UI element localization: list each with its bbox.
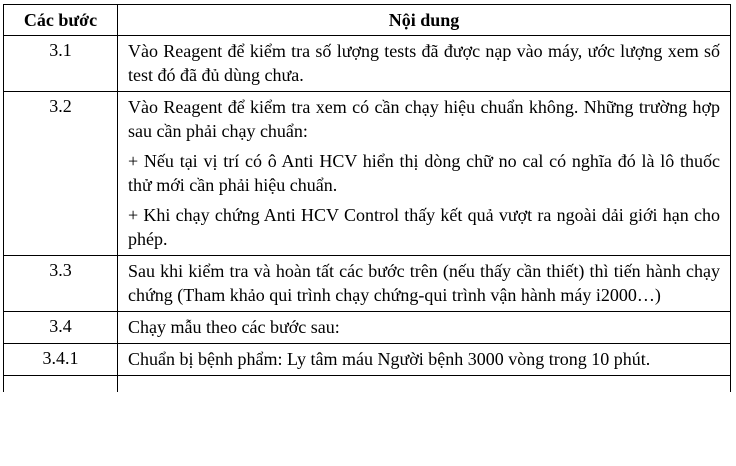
step-number: [4, 376, 118, 393]
step-number: 3.4.1: [4, 344, 118, 376]
header-steps: Các bước: [4, 5, 118, 36]
step-number: 3.3: [4, 256, 118, 312]
step-content: [118, 344, 731, 376]
table-row: [4, 256, 731, 312]
table-header-row: [4, 5, 731, 36]
table-row: [4, 344, 731, 376]
content-paragraph: Chạy mẫu theo các bước sau:: [128, 317, 340, 337]
content-paragraph: + Nếu tại vị trí có ô Anti HCV hiển thị dòng chữ no cal có nghĩa đó là lô thuốc thử mới cần phải hiệu chuẩn.: [128, 151, 720, 195]
table-row: [4, 36, 731, 92]
content-paragraph: + Khi chạy chứng Anti HCV Control thấy kết quả vượt ra ngoài dải giới hạn cho phép.: [128, 205, 720, 249]
content-paragraph: Sau khi kiểm tra và hoàn tất các bước trên (nếu thấy cần thiết) thì tiến hành chạy chứng (Tham khảo qui trình chạy chứng-qui trình vận hành máy i2000…): [128, 261, 720, 305]
step-content: [118, 376, 731, 393]
procedure-table: [3, 4, 731, 392]
content-paragraph: Chuẩn bị bệnh phẩm: Ly tâm máu Người bệnh 3000 vòng trong 10 phút.: [128, 349, 651, 369]
header-content: Nội dung: [118, 5, 731, 36]
step-number: 3.1: [4, 36, 118, 92]
step-content: [118, 256, 731, 312]
step-content: [118, 36, 731, 92]
step-content: [118, 92, 731, 256]
step-number: 3.2: [4, 92, 118, 256]
table-row-cut-off: [4, 376, 731, 393]
step-number: 3.4: [4, 312, 118, 344]
content-paragraph: Vào Reagent để kiểm tra xem có cần chạy hiệu chuẩn không. Những trường hợp sau cần phải chạy chuẩn:: [128, 97, 720, 141]
content-paragraph: Vào Reagent để kiểm tra số lượng tests đã được nạp vào máy, ước lượng xem số test đó đã đủ dùng chưa.: [128, 41, 720, 85]
table-row: [4, 312, 731, 344]
step-content: [118, 312, 731, 344]
table-row: [4, 92, 731, 256]
